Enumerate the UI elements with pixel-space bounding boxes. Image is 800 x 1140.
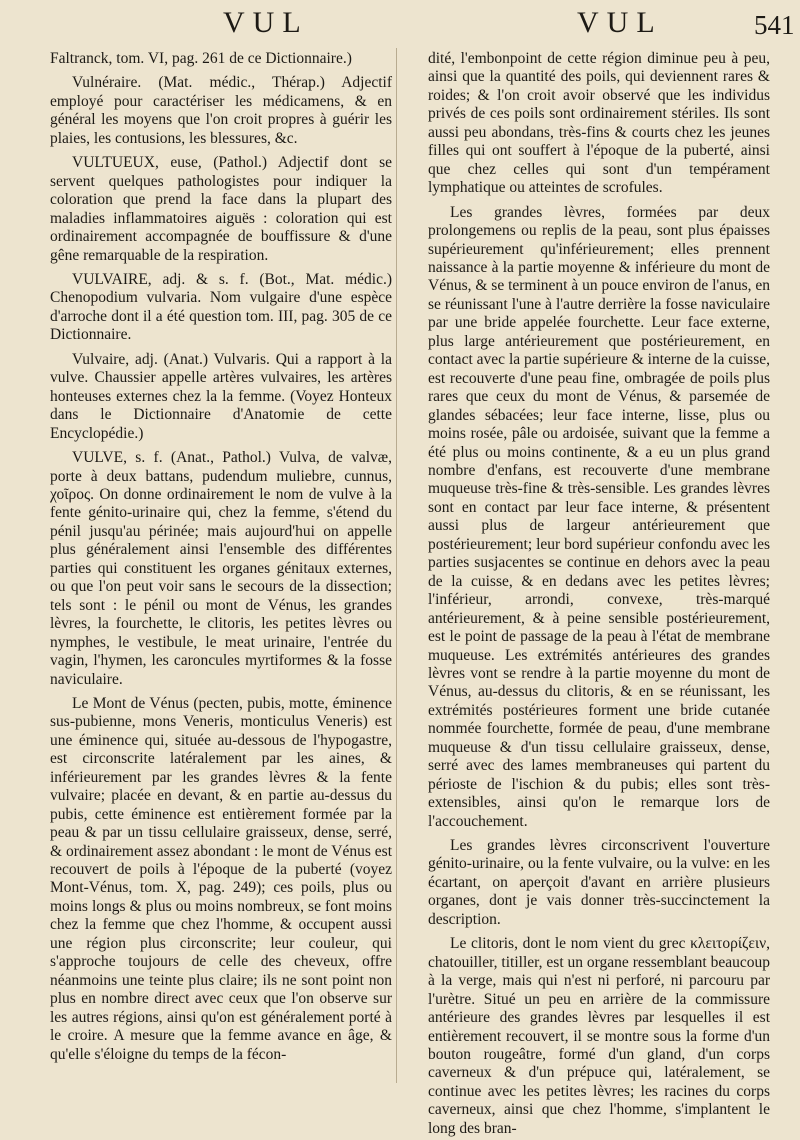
page-number: 541	[754, 10, 795, 40]
running-head-left: VUL	[223, 6, 309, 39]
paragraph-continuation: Faltranck, tom. VI, pag. 261 de ce Dictionnaire.)	[50, 50, 352, 67]
entry-vulve: VULVE, s. f. (Anat., Pathol.) Vulva, de valvæ, porte à deux battans, pudendum muliebre, cunnus, χοῖρος. On donne ordinairement le nom de vulve à la fente génito-urinaire qui, chez la femme, s'étend du pénil jusqu'au périnée; mais aujourd'hui on appelle plus généralement ainsi l'ensemble des différentes parties qui constituent les organes génitaux externes, ou que l'on peut voir sans le secours de la dissection; tels sont : le pénil ou mont de Vénus, les grandes lèvres, la fourchette, le clitoris, les petites lèvres ou nymphes, le vestibule, le meat urinaire, l'entrée du vagin, l'hymen, les caroncules myrtiformes & la fosse naviculaire.	[50, 449, 392, 688]
paragraph-mont-de-venus: Le Mont de Vénus (pecten, pubis, motte, éminence sus-pubienne, mons Veneris, monticulus Veneris) est une éminence qui, située au-dessous de l'hypogastre, est circonscrite latéralement par les aines, & inférieurement par les grandes lèvres & la fente vulvaire; placée en devant, & en partie au-dessus du pubis, cette éminence est entièrement formée par la peau & par un tissu cellulaire graisseux, dense, serré, & ordinairement assez abondant : le mont de Vénus est recouvert de poils à l'époque de la puberté (voyez Mont-Vénus, tom. X, pag. 249); ces poils, plus ou moins longs & plus ou moins nombreux, se font moins chez la femme que chez l'homme, & occupent aussi une région plus circonscrite; leur couleur, qui s'approche toujours de celle des cheveux, offre néanmoins une teinte plus claire; ils ne sont point non plus en nombre direct avec ceux que l'on observe sur les autres régions, ainsi qu'on est généralement porté à le croire. A mesure que la femme avance en âge, & qu'elle s'éloigne du temps de la fécon-	[50, 694, 392, 1063]
entry-vulneraire: Vulnéraire. (Mat. médic., Thérap.) Adjectif employé pour caractériser les médicamens, & en général les moyens que l'on croit propres à guérir les plaies, les contusions, les blessures, &c.	[50, 74, 392, 147]
paragraph-clitoris: Le clitoris, dont le nom vient du grec κλειτορίζειν, chatouiller, titiller, est un organe ressemblant beaucoup à la verge, mais qui n'est ni perforé, ni parcouru par l'urètre. Situé un peu en arrière de la commissure antérieure des grandes lèvres par lesquelles il est entièrement recouvert, il se montre sous la forme d'un bouton rougeâtre, formé d'un gland, d'un corps caverneux & d'un prépuce qui, latéralement, se continue avec les petites lèvres; les racines du corps caverneux, ainsi que chez l'homme, s'implantent le long des bran-	[428, 935, 770, 1137]
entry-vulvaire-anat: Vulvaire, adj. (Anat.) Vulvaris. Qui a rapport à la vulve. Chaussier appelle artères vulvaires, les artères honteuses externes chez la la femme. (Voyez Honteux dans le Dictionnaire d'Anatomie de cette Encyclopédie.)	[50, 350, 392, 442]
entry-vultueux: VULTUEUX, euse, (Pathol.) Adjectif dont se servent quelques pathologistes pour indiquer la coloration que prend la face dans la plupart des maladies inflammatoires aiguës : coloration qui est ordinairement accompagnée de bouffissure & d'une gêne remarquable de la respiration.	[50, 154, 392, 264]
left-column	[50, 50, 392, 1140]
paragraph-continuation-right: dité, l'embonpoint de cette région diminue peu à peu, ainsi que la quantité des poils, qui deviennent rares & roides; & l'on croit avoir observé que les individus privés de ces poils sont ordinairement stériles. Ils sont aussi peu abondans, très-fins & courts chez les jeunes filles qui ont souffert à l'époque de la puberté, ainsi que chez celles qui sont d'un tempérament lymphatique ou atteintes de scrofules.	[428, 50, 770, 197]
right-column	[428, 50, 770, 1140]
paragraph-fente-vulvaire: Les grandes lèvres circonscrivent l'ouverture génito-urinaire, ou la fente vulvaire, ou la vulve: en les écartant, on aperçoit d'avant en arrière plusieurs organes, dont je vais donner très-succinctement la description.	[428, 837, 770, 928]
running-header	[50, 0, 795, 50]
paragraph-grandes-levres: Les grandes lèvres, formées par deux prolongemens ou replis de la peau, sont plus épaisses supérieurement qu'inférieurement; elles prennent naissance à la partie moyenne & inférieure du mont de Vénus, & se terminent à un pouce environ de l'anus, en se réunissant l'une à l'autre derrière la fosse naviculaire par une bride appelée fourchette. Leur face externe, plus large antérieurement que postérieurement, en contact avec la partie supérieure & interne de la cuisse, est recouverte d'une peau fine, ombragée de poils plus rares que ceux du mont de Vénus, & parsemée de glandes sébacées; leur face interne, lisse, plus ou moins rosée, pâle ou ardoisée, suivant que la femme a été plus ou moins continente, & a eu un plus grand nombre d'enfans, est recouverte d'une membrane muqueuse très-fine & très-sensible. Les grandes lèvres sont en contact par leur face interne, & présentent aussi plus de largeur antérieurement que postérieurement; leur bord supérieur confondu avec les parties susjacentes se continue en dehors avec la peau de la cuisse, & en dedans avec les petites lèvres; l'inférieur, arrondi, convexe, très-marqué antérieurement, & à peine sensible postérieurement, est le point de passage de la peau à l'état de membrane muqueuse. Les extrémités antérieures des grandes lèvres vont se rendre à la partie moyenne du mont de Vénus, au-dessus du clitoris, & en se réunissant, les extrémités postérieures forment une bride cutanée nommée fourchette, formée de peau, d'une membrane muqueuse & d'un tissu cellulaire graisseux, dense, serré avec des lames membraneuses qui partent du périoste de l'ischion & du pubis; elles sont très-extensibles, ainsi qu'on le remarque lors de l'accouchement.	[428, 203, 770, 830]
text-columns	[50, 50, 770, 1140]
entry-vulvaire-bot: VULVAIRE, adj. & s. f. (Bot., Mat. médic.) Chenopodium vulvaria. Nom vulgaire d'une espèce d'arroche dont il a été question tom. III, pag. 305 de ce Dictionnaire.	[50, 270, 392, 344]
running-head-right: VUL	[577, 6, 663, 39]
column-divider	[396, 48, 397, 1083]
